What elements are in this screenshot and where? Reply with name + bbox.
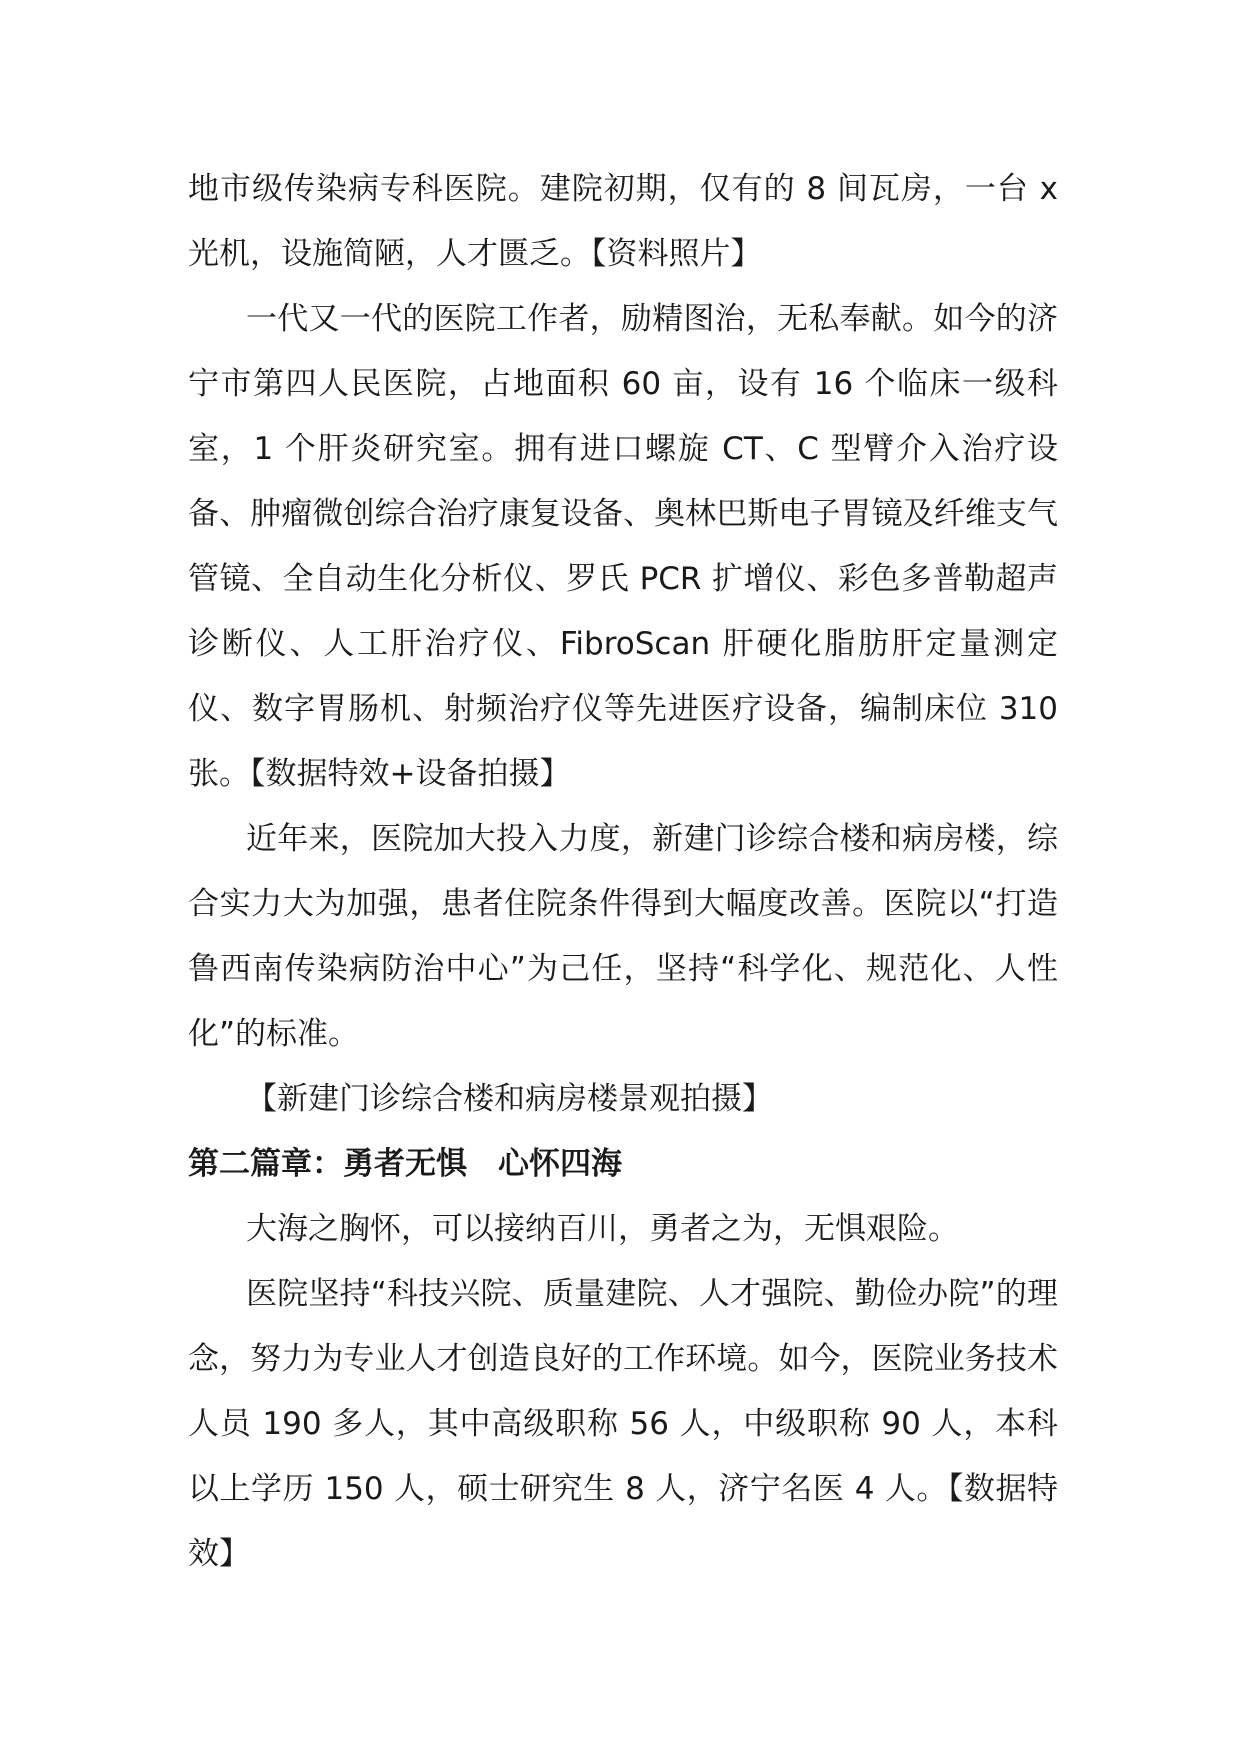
- chapter-heading: 第二篇章：勇者无惧 心怀四海: [188, 1146, 622, 1182]
- paragraph-staff: 医院坚持“科技兴院、质量建院、人才强院、勤俭办院”的理念，努力为专业人才创造良好的工作环境。如今，医院业务技术人员 190 多人，其中高级职称 56 人，中级职称 90 人，本科以上学历 150 人，硕士研究生 8 人，济宁名医 4 人。【数据特效】: [188, 1276, 1058, 1572]
- paragraph-filming-note: 【新建门诊综合楼和病房楼景观拍摄】: [246, 1081, 773, 1117]
- paragraph-intro: 大海之胸怀，可以接纳百川，勇者之为，无惧艰险。: [246, 1211, 959, 1247]
- document-body: [188, 157, 1058, 1587]
- paragraph-recent-development: 近年来，医院加大投入力度，新建门诊综合楼和病房楼，综合实力大为加强，患者住院条件得到大幅度改善。医院以“打造鲁西南传染病防治中心”为己任，坚持“科学化、规范化、人性化”的标准。: [188, 821, 1058, 1052]
- paragraph-equipment: 一代又一代的医院工作者，励精图治，无私奉献。如今的济宁市第四人民医院，占地面积 60 亩，设有 16 个临床一级科室，1 个肝炎研究室。拥有进口螺旋 CT、C 型臂介入治疗设备、肿瘤微创综合治疗康复设备、奥林巴斯电子胃镜及纤维支气管镜、全自动生化分析仪、罗氏 PCR 扩增仪、彩色多普勒超声诊断仪、人工肝治疗仪、FibroScan 肝硬化脂肪肝定量测定仪、数字胃肠机、射频治疗仪等先进医疗设备，编制床位 310 张。【数据特效+设备拍摄】: [188, 301, 1058, 792]
- paragraph-history: 地市级传染病专科医院。建院初期，仅有的 8 间瓦房，一台 x 光机，设施简陋，人才匮乏。【资料照片】: [188, 171, 1058, 272]
